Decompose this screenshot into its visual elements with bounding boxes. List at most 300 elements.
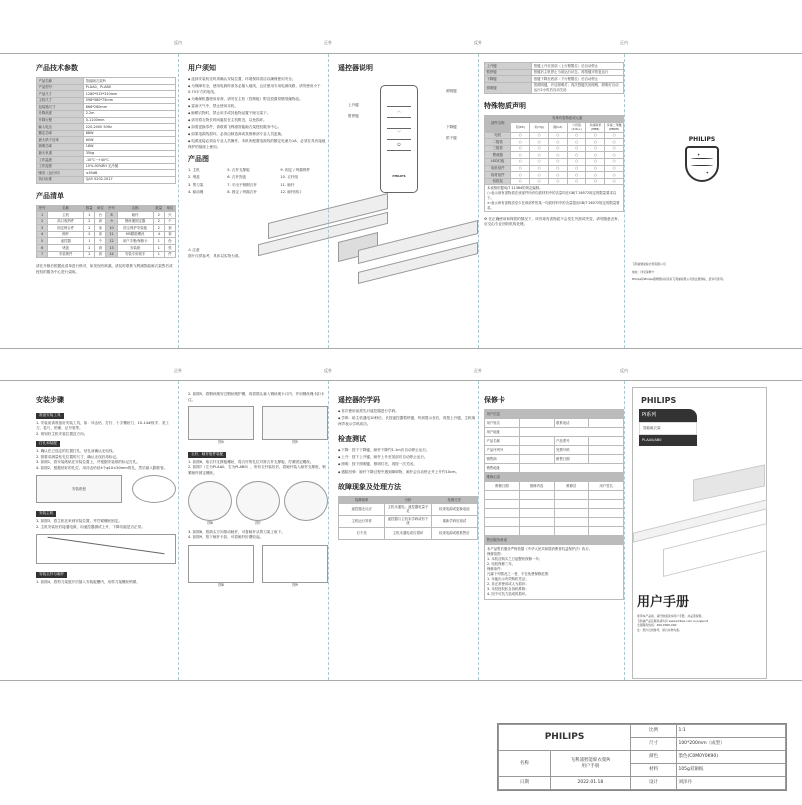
repair-cell <box>554 527 589 536</box>
tb-label: 尺寸 <box>631 738 677 751</box>
packing-col-header: 单位 <box>95 205 106 212</box>
install-step: 2. 如图7（左为Pi-AA0，右为Pi-AB0），所有衣杆装好后，将晾杆装入晾杆支撑座，锁紧晾杆固定螺丝。 <box>188 465 326 475</box>
packing-cell: 2 <box>153 212 164 219</box>
test-item: ◆ 上升：按下上升键，晾杆上升至顶部后自动停止运行。 <box>338 455 478 461</box>
packing-note: 请在开箱后根据此清单进行核对，如发现有缺漏，请及时联系飞利浦智能晾衣架售后或授权的服务中心进行索取。 <box>36 264 173 274</box>
caution-text: 图片仅供参考，具体以实物为准。 <box>188 253 242 258</box>
spec-label: 执行标准 <box>37 176 84 183</box>
packing-row <box>37 245 176 252</box>
back-cover-panel <box>632 66 772 285</box>
diagram-label: 4. 驱动绳 <box>188 190 204 195</box>
repair-row <box>485 518 624 527</box>
packing-cell: M5膨胀螺丝 <box>117 231 153 238</box>
warranty-field-label: 产品名称 <box>485 437 520 446</box>
hazard-cell: ○ <box>605 158 624 165</box>
hazard-notes <box>484 185 624 212</box>
warranty-field-input[interactable] <box>519 464 623 473</box>
spec-value: 0-1100mm <box>84 117 176 124</box>
repair-row <box>485 509 624 518</box>
key-name: 照明键 <box>485 82 532 93</box>
spec-label: 噪音（运行时） <box>37 170 84 177</box>
repair-col-header: 维修员 <box>554 482 589 491</box>
spec-label: 包装箱尺寸 <box>37 104 84 111</box>
fold-label: 反外 <box>324 368 332 373</box>
spec-label: 工作温度 <box>37 157 84 164</box>
tb-value: 刘泽丹 <box>676 777 785 790</box>
packing-cell: 套 <box>164 231 175 238</box>
warranty-field-input[interactable] <box>519 455 554 464</box>
hazard-cell: ○ <box>530 139 549 146</box>
figure-1 <box>36 475 122 503</box>
warranty-field-input[interactable] <box>589 419 624 428</box>
diagram-label: 6. 衣杆饰盖 <box>227 175 247 180</box>
warranty-term: 2. 非正常使用或人为损坏； <box>487 582 529 586</box>
key-row <box>485 69 624 76</box>
sheet-top-bottom-edge <box>0 348 802 349</box>
hazard-cell: ○ <box>605 132 624 139</box>
spec-row <box>37 104 176 111</box>
fold-line <box>178 54 179 348</box>
packing-cell: 遥控器 <box>48 238 84 245</box>
warranty-field-row <box>485 437 624 446</box>
tb-value: 105g双铜纸 <box>676 764 785 777</box>
hazard-cell: LED灯板 <box>485 158 511 165</box>
tb-date: 2022.01.18 <box>550 777 630 790</box>
hazard-col: 六价铬(Cr6+) <box>567 122 586 132</box>
beam <box>48 537 165 554</box>
spec-label: 主机尺寸 <box>37 97 84 104</box>
hazard-cell: ○ <box>567 139 586 146</box>
fault-row <box>339 515 478 527</box>
repair-cell <box>589 518 624 527</box>
hazard-cell: ○ <box>530 172 549 179</box>
hazard-cell: 电机 <box>485 132 511 139</box>
pairing-item: ◆ 学码：给主机通电10秒后，长按遥控器暂停键，听到提示音后，再按上升键，主机响两声表示学码成功。 <box>338 416 478 427</box>
hazard-cell: ○ <box>530 132 549 139</box>
spec-label: 最大负重 <box>37 150 84 157</box>
packing-cell: 1 <box>153 238 164 245</box>
install-section-tag: 打孔和装配 <box>36 441 60 447</box>
warranty-field-label: 产品型号 <box>554 437 589 446</box>
diagram-label: 11. 晾杆 <box>280 182 295 187</box>
repair-cell <box>589 500 624 509</box>
packing-row <box>37 212 176 219</box>
packing-row <box>37 251 176 258</box>
spec-label: 产品名称 <box>37 78 84 85</box>
packing-row <box>37 231 176 238</box>
hazard-cell: ○ <box>567 132 586 139</box>
test-item: ◆ 照明：按下照明键，照明灯亮，再按一次关闭。 <box>338 462 478 468</box>
packing-cell: 套 <box>95 218 106 225</box>
pairing-title: 遥控器的学码 <box>338 396 380 404</box>
cover-line: 全国服务热线：400-0000-000 <box>637 623 677 628</box>
warranty-field-input[interactable] <box>519 419 554 428</box>
test-item: ◆ 遇阻回弹：晾杆下降过程中遇到障碍物，晾杆会自动停止并上升约10cm。 <box>338 470 478 476</box>
spec-value: 60W <box>84 137 176 144</box>
packing-cell: 安装专用扳手 <box>117 251 153 258</box>
install2-tag: 衣杆、晾杆组件装配 <box>188 452 226 458</box>
key-desc: 按照明键，开启照明灯；再次按键关闭照明，照明灯自动运行2小时后自动关闭 <box>532 82 624 93</box>
packing-cell: 2 <box>84 231 95 238</box>
notice-item: ◆ 如果电源线损坏，必须由制造商或其维修部专业人员更换。 <box>188 132 328 138</box>
packing-cell: 份 <box>164 238 175 245</box>
notice-list <box>188 77 328 151</box>
packing-cell: 只 <box>164 212 175 219</box>
down-key-label: 下降键 <box>446 125 457 129</box>
warranty-field-input[interactable] <box>519 428 623 437</box>
warranty-term: 1. 本机自购买之日起整机保修一年； <box>487 557 543 561</box>
packing-cell: 堵盖 <box>48 245 84 252</box>
install-step: 2. 规划好主机安装位置及方向。 <box>36 431 88 436</box>
key-row <box>485 76 624 83</box>
remote-title: 遥控器说明 <box>338 64 373 72</box>
packing-cell: 张 <box>164 245 175 252</box>
warranty-field-label: 发票号码 <box>554 446 589 455</box>
warranty-term: 2. 电机保修三年。 <box>487 562 516 566</box>
hazard-cell: ○ <box>511 178 530 185</box>
key-desc: 按键后主机停止当前运行状态，再按键可恢复运行 <box>532 69 624 76</box>
install2-panel <box>188 392 328 588</box>
power-icon: ⏻ <box>397 142 401 147</box>
packing-cell: 用户手册/保修卡 <box>117 238 153 245</box>
front-cover <box>632 387 767 679</box>
hazard-cell: ○ <box>567 152 586 159</box>
packing-cell: 套 <box>95 245 106 252</box>
hazard-cell: ○ <box>586 132 605 139</box>
hazard-row <box>485 139 624 146</box>
key-function-table <box>484 62 624 94</box>
warranty-field-label: 销售地址 <box>485 464 520 473</box>
packing-cell: 2 <box>84 251 95 258</box>
packing-cell: 台 <box>95 212 106 219</box>
repair-cell <box>485 500 520 509</box>
notice-panel <box>188 60 328 259</box>
fold-label: 正外 <box>324 40 332 45</box>
company-info <box>632 262 772 282</box>
warranty-field-label: 销售商 <box>485 455 520 464</box>
packing-cell: 高口收纳件 <box>48 218 84 225</box>
install-step: 1. 如图3，将主机托举到安装位置，并拧紧螺丝固定。 <box>36 518 122 523</box>
notice-item: ◆ 选择安装机壳时须确认安装位置，环境保持清洁以确保使用安全。 <box>188 77 328 83</box>
spec-value: Pi-AA0、Pi-AB0 <box>84 84 176 91</box>
spec-label: 工作湿度 <box>37 163 84 170</box>
packing-cell: 6 <box>37 245 48 252</box>
hazard-cell: 三极管 <box>485 145 511 152</box>
spec-value: 18W <box>84 143 176 150</box>
faults-col-header: 分析 <box>385 497 431 504</box>
hazard-cell: ○ <box>605 165 624 172</box>
hazard-cell: ○ <box>530 152 549 159</box>
pause-key-label: 暂停键 <box>348 114 359 118</box>
hazard-cell: ○ <box>511 165 530 172</box>
spec-value: Q/LY 5202-2017 <box>84 176 176 183</box>
figure-7b <box>284 481 328 526</box>
packing-cell: 防尘保护安装板 <box>117 225 153 232</box>
hazard-cell: 线材组件 <box>485 172 511 179</box>
packing-cell: 8 <box>106 212 117 219</box>
packing-cell: 4 <box>153 231 164 238</box>
company-line: Philips和Philips盾牌图标是皇家飞利浦有限公司的注册商标，经许可使用。 <box>632 277 726 282</box>
cover-product: 智能晾衣架 <box>639 422 697 435</box>
figure-7-caption: 图7 <box>255 520 261 525</box>
figure-9 <box>262 545 328 588</box>
product-illustration <box>188 196 328 248</box>
fault-cell: 检查电源或更换电池 <box>431 503 477 515</box>
packing-cell: 安装纸 <box>117 245 153 252</box>
hazard-col: 多溴联苯(PBB) <box>586 122 605 132</box>
key-row <box>485 82 624 93</box>
hazard-cell: ○ <box>586 165 605 172</box>
tb-name: 飞利浦智能晾衣架Pi 用户手册 <box>550 751 630 777</box>
fault-cell: 遥控器无反应 <box>339 503 385 515</box>
warranty-field-input[interactable] <box>589 437 624 446</box>
key-name: 暂停键 <box>485 69 532 76</box>
fold-line <box>328 381 329 680</box>
warranty-field-input[interactable] <box>519 446 554 455</box>
spec-label: 最大烘干功率 <box>37 137 84 144</box>
spec-label: 升降行程 <box>37 117 84 124</box>
tb-label: 比例 <box>631 725 677 738</box>
spec-row <box>37 143 176 150</box>
tb-name-label: 名称 <box>499 751 551 777</box>
spec-value: 220-240V 50Hz <box>84 124 176 131</box>
warranty-field-label: 销售日期 <box>554 455 589 464</box>
repair-cell <box>589 491 624 500</box>
figure-7 <box>236 481 280 526</box>
hazard-cell: ○ <box>511 139 530 146</box>
repair-cell <box>519 509 554 518</box>
test-panel <box>338 392 478 540</box>
warranty-term: 3. 未经授权私自拆机维修； <box>487 587 529 591</box>
fold-label: 反内 <box>620 368 628 373</box>
warranty-field-row <box>485 455 624 464</box>
install-step: 2. 按要求测量钻孔位置的尺寸，确认无误后再标记。 <box>36 454 120 459</box>
spec-row <box>37 157 176 164</box>
hazard-header <box>485 115 624 122</box>
packing-col-header: 名称 <box>117 205 153 212</box>
company-line: 飞利浦智能晾衣架有限公司 <box>632 262 666 266</box>
repair-col-header: 维修日期 <box>485 482 520 491</box>
faults-title: 故障现象及处理方法 <box>338 483 401 492</box>
packing-cell: 件 <box>164 251 175 258</box>
hazard-cell: ○ <box>548 139 567 146</box>
hazard-row <box>485 132 624 139</box>
tb-label: 材料 <box>631 764 677 777</box>
fold-line <box>478 381 479 680</box>
hazard-cell: ○ <box>605 152 624 159</box>
spec-row <box>37 117 176 124</box>
hazard-cell: ○ <box>530 178 549 185</box>
hazard-row <box>485 145 624 152</box>
hazard-part-header: 部件名称 <box>485 115 511 132</box>
key-name: 上升键 <box>485 63 532 70</box>
figures-6-7 <box>188 481 328 526</box>
packing-cell: 1 <box>84 212 95 219</box>
company-line: 地址：详见保修卡 <box>632 269 655 274</box>
specs-title: 产品技术参数 <box>36 64 78 72</box>
pairing-item: ◆ 首次使用前需先对遥控器进行学码。 <box>338 409 478 415</box>
fold-line <box>624 381 625 680</box>
remote-brand: PHILIPS <box>392 174 406 178</box>
up-key-label: 上升键 <box>348 103 359 107</box>
cover-brand-block <box>639 393 697 446</box>
hazard-note: 本表格依据SJ/T 11364的规定编制。 <box>487 186 543 191</box>
repair-header <box>485 482 624 491</box>
spec-row <box>37 176 176 183</box>
hazard-row <box>485 152 624 159</box>
cover-product-image <box>633 446 766 591</box>
hazard-cell: 电机组件 <box>485 165 511 172</box>
recycle-note: ♻ 在正确使用和保管的情况下，该有毒有害物质不会发生外泄或突变，请勿随意丢弃，应交由专业回收机构处理。 <box>484 217 622 227</box>
diagram-label: 12. 晾杆固口 <box>280 190 302 195</box>
sheet-bottom-edge <box>0 380 802 381</box>
figure-4-caption: 图4 <box>218 440 224 445</box>
spec-row <box>37 150 176 157</box>
warranty-panel <box>484 392 624 600</box>
hazard-cell: ○ <box>548 152 567 159</box>
figure-9-caption: 图9 <box>292 582 298 587</box>
diagram-label: 10. 衣杆组 <box>280 175 299 180</box>
fold-label: 正外 <box>174 368 182 373</box>
packing-cell: 安装锁件 <box>48 251 84 258</box>
warranty-field-input[interactable] <box>519 437 554 446</box>
repair-cell <box>485 527 520 536</box>
spec-row <box>37 137 176 144</box>
cover-brand: PHILIPS <box>641 396 677 405</box>
warranty-field-row <box>485 419 624 428</box>
packing-cell: 主机 <box>48 212 84 219</box>
hazard-cell: ○ <box>605 139 624 146</box>
hazard-cell: ○ <box>548 158 567 165</box>
spec-value: 10%-90%RH 无冷凝 <box>84 163 176 170</box>
title-block <box>497 723 787 791</box>
spec-value: 35kg <box>84 150 176 157</box>
warranty-field-input[interactable] <box>589 446 624 455</box>
key-row <box>485 63 624 70</box>
warranty-field-row <box>485 446 624 455</box>
hazard-cell: ○ <box>586 178 605 185</box>
faults-header <box>339 497 478 504</box>
packing-cell: 2 <box>84 218 95 225</box>
warranty-terms <box>485 545 624 600</box>
diagram-label: 8. 固定 / 终端衣杆 <box>227 190 257 195</box>
notice-item: ◆ 为保障安全，使用电源时请务必插入地线，且应使用专用电源线路，请勿使用小于0.75平方的电线。 <box>188 84 328 95</box>
cover-line: 飞利浦产品及服务请访问 www.philips.com.cn/support <box>637 618 709 623</box>
packing-cell: 条 <box>95 231 106 238</box>
figure-5 <box>262 406 328 445</box>
repair-col-header: 用户签名 <box>589 482 624 491</box>
install-steps <box>36 409 176 585</box>
repair-cell <box>554 500 589 509</box>
spec-row <box>37 110 176 117</box>
rack-illustration <box>338 197 478 307</box>
remote-diagram <box>338 77 478 197</box>
fold-line <box>624 54 625 348</box>
fold-label: 反内 <box>174 40 182 45</box>
packing-row <box>37 238 176 245</box>
spec-label: 照明功率 <box>37 143 84 150</box>
repair-cell <box>589 509 624 518</box>
tb-label: 颜色 <box>631 751 677 764</box>
packing-col-header: 序号 <box>106 205 117 212</box>
figure-8 <box>188 545 254 588</box>
fold-label: 正内 <box>620 40 628 45</box>
figures-1-2 <box>36 475 176 503</box>
figure-6 <box>188 481 232 526</box>
figure-8-caption: 图8 <box>218 582 224 587</box>
warranty-term: 保修范围： <box>487 552 504 556</box>
specs-table <box>36 77 176 184</box>
install-section-tag: 准备安装工具 <box>36 413 64 419</box>
faults-col-header: 故障现象 <box>339 497 385 504</box>
spec-row <box>37 124 176 131</box>
install-step: 3. 如图8，按箭头方向推动晾杆，可将晾杆从剪刀架上取下。 <box>188 529 285 534</box>
diagram-label: 9. 固定 / 终端锁件 <box>280 167 311 172</box>
hazard-cell: ○ <box>586 172 605 179</box>
philips-shield-logo: PHILIPS ✦ ✦ <box>680 136 724 182</box>
fold-line <box>328 54 329 348</box>
sheet-top-edge <box>0 53 802 54</box>
sheet-bottom-bottom-edge <box>0 680 802 681</box>
fault-cell: 主机未通电；遥控器电量不足 <box>385 503 431 515</box>
spec-label: 输入电压 <box>37 124 84 131</box>
fault-row <box>339 503 478 515</box>
install-step: 1. 确认在已选定的位置打孔，钻孔前确认无电线。 <box>36 448 117 453</box>
key-desc: 按键上升至顶部（上行程限位）后自动停止 <box>532 63 624 70</box>
warranty-field-label: 用户地址 <box>485 428 520 437</box>
warranty-field-input[interactable] <box>589 455 624 464</box>
notice-item: ◆ 如需更换零件，请联系飞利浦智能晾衣架授权服务中心。 <box>188 125 328 131</box>
packing-cell: 钢丝绳固定器 <box>117 218 153 225</box>
install-section-tag: 安装主机 <box>36 511 56 517</box>
spec-value: -10℃~+40℃ <box>84 157 176 164</box>
packing-cell: 1 <box>84 238 95 245</box>
packing-cell: 晾杆 <box>117 212 153 219</box>
warranty-section-title: 售后服务承诺 <box>485 536 624 545</box>
packing-cell: 固定锁合件 <box>48 225 84 232</box>
spec-value: 868*280mm <box>84 104 176 111</box>
hazard-cell: ○ <box>548 178 567 185</box>
warranty-term: 1. 未能出示有效购机凭证； <box>487 577 529 581</box>
titleblock-brand: PHILIPS <box>499 725 631 751</box>
warranty-term: 凡属下列情况之一者，不在免费保修范围： <box>487 572 552 576</box>
hazard-cell: 二极管 <box>485 139 511 146</box>
fault-row <box>339 527 478 539</box>
packing-cell: 2 <box>84 245 95 252</box>
hazard-cell: ○ <box>567 178 586 185</box>
hazard-table <box>484 115 624 185</box>
repair-row <box>485 500 624 509</box>
figure-6-caption: 图6 <box>207 520 213 525</box>
packing-cell: 9 <box>106 218 117 225</box>
hazard-cell: ○ <box>567 158 586 165</box>
packing-cell: 11 <box>106 231 117 238</box>
hazard-cell: ○ <box>567 145 586 152</box>
warranty-title: 保修卡 <box>484 396 505 404</box>
diagram-label: 2. 堵盖 <box>188 175 200 180</box>
spec-row <box>37 91 176 98</box>
spec-value: 598*380*75mm <box>84 97 176 104</box>
test-item: ◆ 下降：按下下降键，晾杆下降约1.1m后自动停止运行。 <box>338 448 478 454</box>
key-desc: 按键下降至底部（下行程限位）后自动停止 <box>532 76 624 83</box>
install-step: 2. 主机安装好后接通电源，用遥控器测试上升、下降功能是否正常。 <box>36 524 145 529</box>
packing-cell: 个 <box>164 218 175 225</box>
dry-key-label: 烘干键 <box>446 136 457 140</box>
spec-row <box>37 97 176 104</box>
hazard-row <box>485 165 624 172</box>
warranty-term: 本产品售后服务严格依据《中华人民共和国消费者权益保护法》执行。 <box>487 547 593 551</box>
diagram-label: 7. 平出不锈钢衣杆 <box>227 182 257 187</box>
